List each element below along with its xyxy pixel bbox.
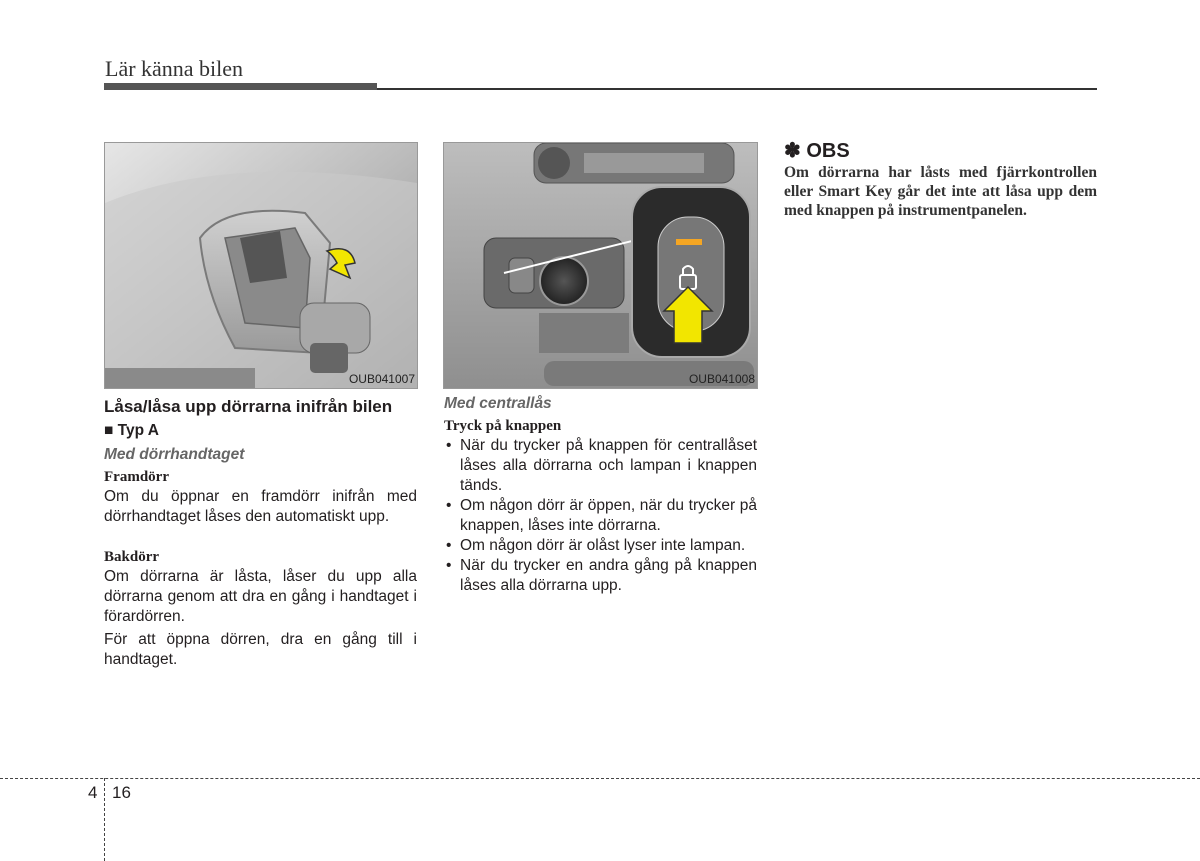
obs-note <box>784 139 1097 220</box>
front-door-heading: Framdörr <box>104 469 169 485</box>
footer-rule <box>0 778 1200 779</box>
obs-heading <box>784 139 1097 163</box>
chapter-number: 4 <box>88 783 98 802</box>
asterisk-icon: ✽ <box>784 140 801 162</box>
figure-code: OUB041008 <box>688 372 755 386</box>
left-column <box>104 396 417 670</box>
press-button-heading: Tryck på knappen <box>444 418 562 434</box>
door-handle-illustration <box>105 143 417 388</box>
obs-text: Om dörrarna har låsts med fjärrkontrollen eller Smart Key går det inte att låsa upp dem med knappen på instrumentpanelen. <box>784 164 1097 219</box>
bullet-list <box>444 436 757 596</box>
figure-code: OUB041007 <box>348 372 415 386</box>
front-door-text: Om du öppnar en framdörr inifrån med dörrhandtaget låses den automatiskt upp. <box>104 488 417 525</box>
central-lock-illustration <box>444 143 757 388</box>
bullet-item: • Om någon dörr är öppen, när du trycker på knappen, låses inte dörrarna. <box>444 496 757 536</box>
middle-column <box>444 394 757 596</box>
page-header-title: Lär känna bilen <box>105 56 244 81</box>
header-rule-accent <box>104 83 377 90</box>
page-number: 16 <box>112 783 131 802</box>
section-title: Låsa/låsa upp dörrarna inifrån bilen <box>104 397 393 416</box>
bullet-item: • När du trycker på knappen för centrallåset låses alla dörrarna och lampan i knappen tänds. <box>444 436 757 496</box>
obs-title: OBS <box>806 140 850 162</box>
bullet-item: • När du trycker en andra gång på knappen låses alla dörrarna upp. <box>444 556 757 596</box>
subsection-title: Med centrallås <box>444 395 552 412</box>
subsection-title: Med dörrhandtaget <box>104 446 245 463</box>
rear-door-heading: Bakdörr <box>104 549 160 565</box>
rear-door-text: Om dörrarna är låsta, låser du upp alla dörrarna genom att dra en gång i handtaget i förardörren. <box>104 568 417 625</box>
footer-divider <box>104 778 105 861</box>
type-label: ■ Typ A <box>104 422 159 439</box>
central-lock-figure <box>443 142 758 389</box>
rear-door-text-2: För att öppna dörren, dra en gång till i handtaget. <box>104 631 417 668</box>
bullet-item: • Om någon dörr är olåst lyser inte lampan. <box>444 536 757 556</box>
door-handle-figure <box>104 142 418 389</box>
